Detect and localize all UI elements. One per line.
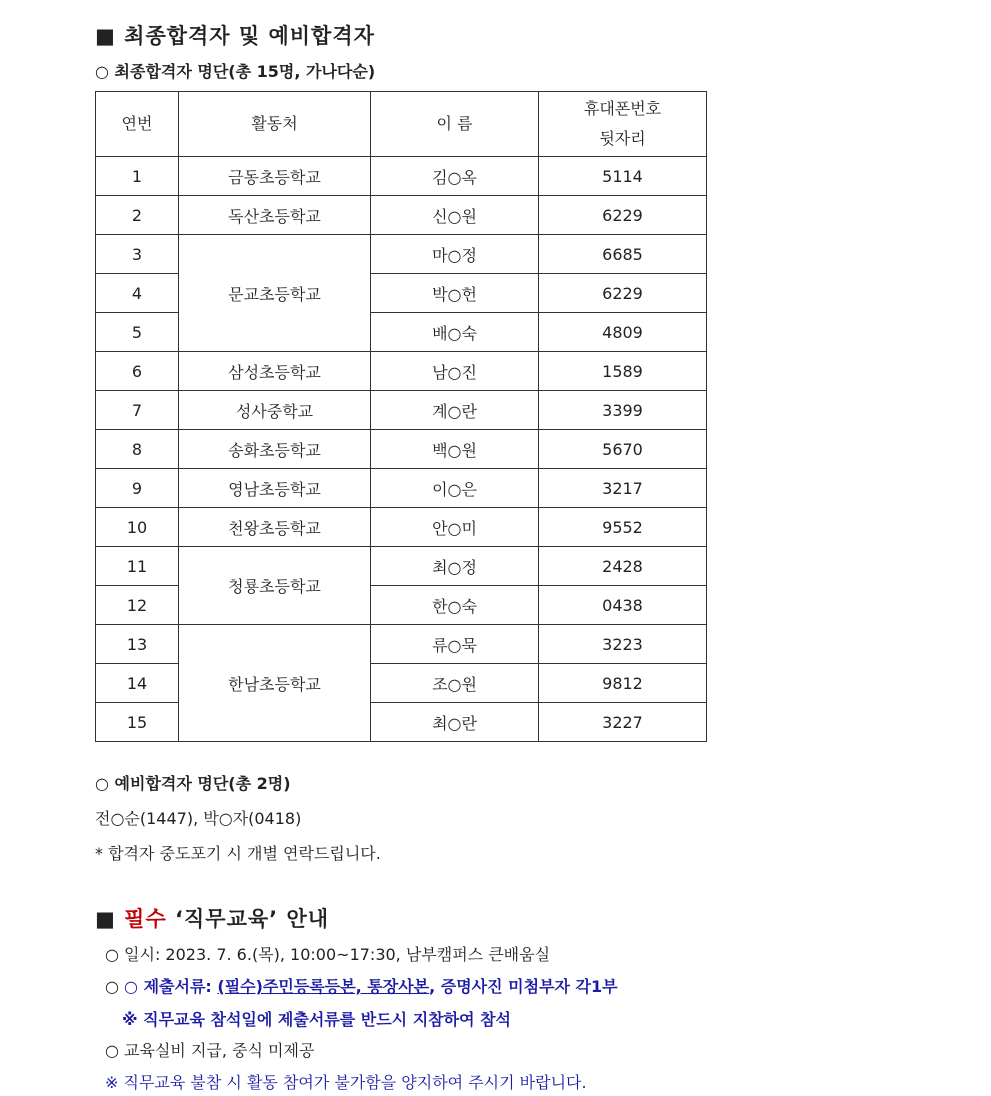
cell-number: 11 <box>96 547 179 586</box>
reserve-note: * 합격자 중도포기 시 개별 연락드립니다. <box>95 844 381 863</box>
cell-name: 안○미 <box>371 508 539 547</box>
cell-name: 배○숙 <box>371 313 539 352</box>
reserve-list: 전○순(1447), 박○자(0418) <box>95 809 302 828</box>
cell-number: 2 <box>96 196 179 235</box>
final-applicants-table <box>95 91 707 742</box>
cell-number: 3 <box>96 235 179 274</box>
attendance-warning: ※ 직무교육 불참 시 활동 참여가 불가함을 양지하여 주시기 바랍니다. <box>105 1073 587 1092</box>
docs-suffix: , 증명사진 미첨부자 각1부 <box>429 977 618 996</box>
cell-number: 14 <box>96 664 179 703</box>
cell-name: 계○란 <box>371 391 539 430</box>
cell-workplace: 청룡초등학교 <box>179 547 371 625</box>
cell-workplace: 한남초등학교 <box>179 625 371 742</box>
cell-phone: 9552 <box>539 508 707 547</box>
cell-name: 최○란 <box>371 703 539 742</box>
cell-number: 10 <box>96 508 179 547</box>
cell-name: 남○진 <box>371 352 539 391</box>
cell-name: 백○원 <box>371 430 539 469</box>
header-number: 연번 <box>96 92 179 157</box>
cell-phone: 5670 <box>539 430 707 469</box>
cell-name: 김○옥 <box>371 157 539 196</box>
cell-phone: 4809 <box>539 313 707 352</box>
cell-number: 5 <box>96 313 179 352</box>
cell-number: 8 <box>96 430 179 469</box>
cell-phone: 6229 <box>539 274 707 313</box>
section-title-final-applicants: ■ 최종합격자 및 예비합격자 <box>95 24 375 48</box>
cell-workplace: 문교초등학교 <box>179 235 371 352</box>
header-name: 이 름 <box>371 92 539 157</box>
docs-prefix: ○ 제출서류: <box>124 977 218 996</box>
documents-note: ※ 직무교육 참석일에 제출서류를 반드시 지참하여 참석 <box>122 1010 512 1029</box>
cell-workplace: 송화초등학교 <box>179 430 371 469</box>
table-row <box>96 235 707 274</box>
table-row <box>96 352 707 391</box>
docs-underlined: (필수)주민등록등본, 통장사본 <box>217 977 430 996</box>
table-row <box>96 625 707 664</box>
cell-name: 신○원 <box>371 196 539 235</box>
table-row <box>96 391 707 430</box>
table-row <box>96 508 707 547</box>
cell-phone: 6229 <box>539 196 707 235</box>
cell-phone: 3399 <box>539 391 707 430</box>
cell-phone: 1589 <box>539 352 707 391</box>
cell-number: 15 <box>96 703 179 742</box>
table-row <box>96 430 707 469</box>
cell-number: 13 <box>96 625 179 664</box>
table-row <box>96 547 707 586</box>
header-workplace: 활동처 <box>179 92 371 157</box>
cell-name: 박○헌 <box>371 274 539 313</box>
cell-phone: 3227 <box>539 703 707 742</box>
cell-workplace: 영남초등학교 <box>179 469 371 508</box>
cell-phone: 2428 <box>539 547 707 586</box>
cell-phone: 6685 <box>539 235 707 274</box>
table-row <box>96 196 707 235</box>
cell-workplace: 성사중학교 <box>179 391 371 430</box>
cell-workplace: 천왕초등학교 <box>179 508 371 547</box>
section-title-training <box>95 903 329 933</box>
cell-workplace: 독산초등학교 <box>179 196 371 235</box>
cell-phone: 9812 <box>539 664 707 703</box>
training-date: ○ 일시: 2023. 7. 6.(목), 10:00~17:30, 남부캠퍼스 큰배움실 <box>105 945 551 964</box>
cell-phone: 3217 <box>539 469 707 508</box>
table-row <box>96 157 707 196</box>
training-cost: ○ 교육실비 지급, 중식 미제공 <box>105 1041 315 1060</box>
cell-workplace: 삼성초등학교 <box>179 352 371 391</box>
cell-name: 마○정 <box>371 235 539 274</box>
reserve-list-heading: ○ 예비합격자 명단(총 2명) <box>95 774 291 793</box>
cell-name: 조○원 <box>371 664 539 703</box>
cell-name: 최○정 <box>371 547 539 586</box>
cell-phone: 0438 <box>539 586 707 625</box>
cell-number: 4 <box>96 274 179 313</box>
cell-phone: 5114 <box>539 157 707 196</box>
final-list-heading: ○ 최종합격자 명단(총 15명, 가나다순) <box>95 62 376 81</box>
cell-name: 이○은 <box>371 469 539 508</box>
cell-number: 6 <box>96 352 179 391</box>
cell-phone: 3223 <box>539 625 707 664</box>
cell-number: 12 <box>96 586 179 625</box>
training-title: ‘직무교육’ 안내 <box>166 907 330 931</box>
cell-name: 류○묵 <box>371 625 539 664</box>
header-phone: 휴대폰번호 뒷자리 <box>539 92 707 157</box>
cell-number: 9 <box>96 469 179 508</box>
table-row <box>96 469 707 508</box>
required-label: 필수 <box>124 907 167 931</box>
cell-number: 7 <box>96 391 179 430</box>
bullet: ■ <box>95 907 125 931</box>
cell-name: 한○숙 <box>371 586 539 625</box>
cell-number: 1 <box>96 157 179 196</box>
cell-workplace: 금동초등학교 <box>179 157 371 196</box>
required-documents: ○ ○ 제출서류: (필수)주민등록등본, 통장사본, 증명사진 미첨부자 각1부 <box>105 977 618 996</box>
